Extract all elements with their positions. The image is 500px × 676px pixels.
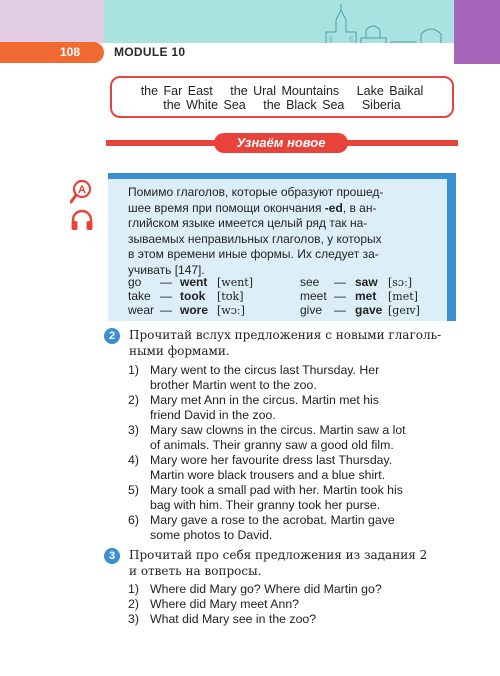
item-text	[150, 513, 436, 543]
item-number: 1)	[128, 363, 139, 377]
item-text: Where did Mary go? Where did Martin go?	[150, 582, 382, 596]
page-number: 108	[0, 42, 104, 63]
dash: —	[334, 303, 346, 317]
exercise-number-badge: 2	[104, 328, 120, 344]
item-number: 3)	[128, 612, 139, 626]
rule-line: зываемых неправильных глаголов, у которых	[128, 231, 382, 246]
verb-row	[300, 303, 420, 318]
rule-box-top-border	[108, 173, 456, 179]
instruction-line: Прочитай вслух предложения с новыми глаголь-	[129, 328, 442, 342]
verb-transcription: [wɔː]	[217, 304, 245, 317]
instruction-line: ными формами.	[129, 344, 230, 358]
dash: —	[334, 289, 346, 303]
dash: —	[160, 303, 172, 317]
place-name: Siberia	[361, 98, 401, 112]
verb-row	[300, 275, 413, 290]
places-box	[110, 76, 454, 118]
places-row	[112, 98, 452, 112]
verb-row	[128, 275, 254, 290]
verb-past: saw	[355, 275, 378, 289]
verb-row	[300, 289, 418, 304]
exercise-number-badge: 3	[104, 548, 120, 564]
rule-line: Помимо глаголов, которые образуют прошед-	[128, 185, 384, 199]
item-text	[150, 393, 436, 423]
verb-past: went	[180, 275, 208, 289]
item-text: What did Mary see in the zoo?	[150, 612, 317, 626]
item-number: 3)	[128, 423, 139, 437]
place-name: the White Sea	[163, 98, 246, 112]
item-text	[150, 483, 436, 513]
module-label: MODULE 10	[114, 45, 186, 59]
verb-base: give	[300, 303, 323, 317]
place-name: the Far East	[140, 84, 213, 98]
item-line: brother Martin went to the zoo.	[150, 378, 317, 392]
places-row	[112, 84, 452, 98]
item-line: Mary went to the circus last Thursday. Her	[150, 363, 380, 377]
item-text	[150, 363, 436, 393]
item-line: of animals. Their granny saw a good old film.	[150, 438, 394, 452]
dash: —	[334, 275, 346, 289]
instruction-line: и ответь на вопросы.	[129, 564, 262, 578]
verb-transcription: [tʊk]	[217, 290, 244, 303]
item-line: Mary gave a rose to the acrobat. Martin gave	[150, 513, 395, 527]
reading-icon	[70, 178, 96, 204]
verb-base: see	[300, 275, 320, 289]
verb-base: meet	[300, 289, 327, 303]
item-line: bag with him. Their granny took her purse.	[150, 498, 381, 512]
rule-box-side-bar	[447, 173, 456, 321]
item-line: some photos to David.	[150, 528, 273, 542]
item-number: 5)	[128, 483, 139, 497]
verb-past: wore	[180, 303, 209, 317]
item-text: Where did Mary meet Ann?	[150, 597, 299, 611]
dash: —	[160, 289, 172, 303]
verb-past: took	[180, 289, 206, 303]
item-line: Mary saw clowns in the circus. Martin saw a lot	[150, 423, 406, 437]
item-line: Mary met Ann in the circus. Martin met his	[150, 393, 379, 407]
item-text	[150, 453, 436, 483]
dash: —	[160, 275, 172, 289]
page-header	[0, 0, 500, 64]
verb-row	[128, 289, 244, 304]
instruction-line: Прочитай про себя предложения из задания 2	[129, 548, 428, 562]
item-number: 1)	[128, 582, 139, 596]
verb-transcription: [ɡeɪv]	[388, 304, 420, 317]
item-line: Mary wore her favourite dress last Thursday.	[150, 453, 393, 467]
item-line: friend David in the zoo.	[150, 408, 276, 422]
item-line: Mary took a small pad with her. Martin took his	[150, 483, 403, 497]
svg-text:A: A	[78, 184, 86, 196]
exercise-2-instruction	[129, 327, 459, 359]
item-number: 4)	[128, 453, 139, 467]
verb-transcription: [sɔː]	[388, 276, 413, 289]
section-title: Узнаём новое	[214, 133, 348, 153]
verb-base: go	[128, 275, 142, 289]
rule-line: учивать [147].	[128, 262, 205, 277]
rule-text	[128, 185, 440, 279]
rule-line: глийском языке имеется целый ряд так на-	[128, 216, 368, 231]
place-name: Lake Baikal	[356, 84, 424, 98]
place-name: the Black Sea	[263, 98, 345, 112]
item-number: 2)	[128, 597, 139, 611]
item-number: 6)	[128, 513, 139, 527]
rule-line: шее время при помощи окончания -ed, в ан-	[128, 200, 377, 215]
verb-transcription: [met]	[388, 290, 418, 303]
item-line: Martin wore black trousers and a blue shirt.	[150, 468, 386, 482]
verb-transcription: [went]	[217, 276, 254, 289]
verb-row	[128, 303, 245, 318]
header-right-block	[454, 0, 500, 64]
verb-past: met	[355, 289, 377, 303]
verb-base: wear	[128, 303, 155, 317]
place-name: the Ural Mountains	[230, 84, 340, 98]
item-number: 2)	[128, 393, 139, 407]
exercise-3-instruction	[129, 547, 459, 579]
rule-line: в этом времени иные формы. Их следует за-	[128, 247, 379, 262]
verb-past: gave	[355, 303, 383, 317]
item-text	[150, 423, 436, 453]
verb-base: take	[128, 289, 151, 303]
headphones-icon	[70, 208, 94, 232]
